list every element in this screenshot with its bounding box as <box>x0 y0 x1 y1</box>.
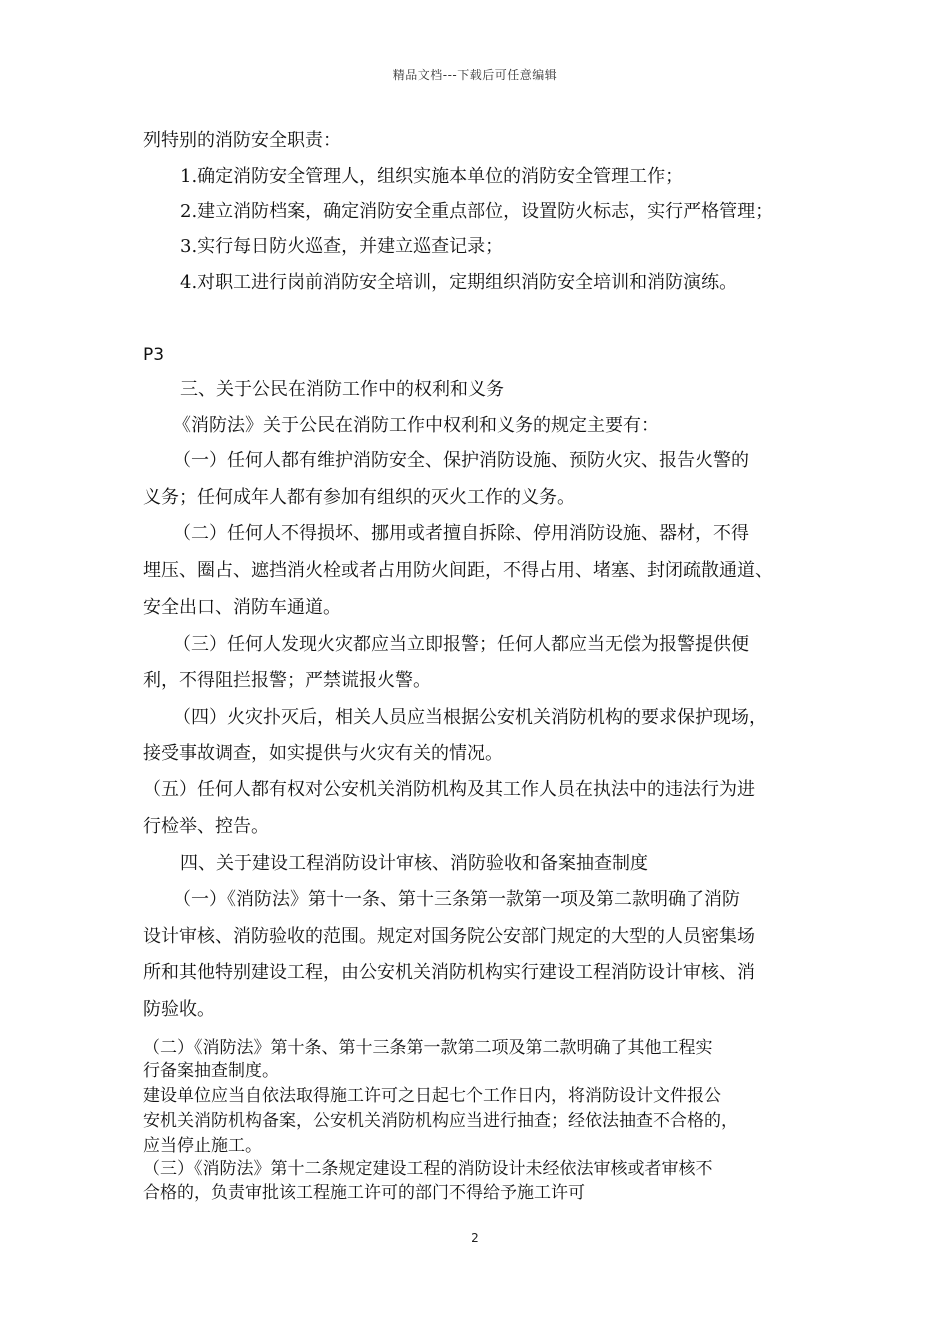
text-line: 建设单位应当自依法取得施工许可之日起七个工作日内，将消防设计文件报公 <box>143 1086 721 1106</box>
text-line: （三）《消防法》第十二条规定建设工程的消防设计未经依法审核或者审核不 <box>143 1159 713 1179</box>
text-line: 应当停止施工。 <box>143 1136 262 1156</box>
page-header: 精品文档---下载后可任意编辑 <box>392 68 558 82</box>
text-line: 设计审核、消防验收的范围。规定对国务院公安部门规定的大型的人员密集场 <box>143 926 755 947</box>
text-line: 埋压、圈占、遮挡消火栓或者占用防火间距，不得占用、堵塞、封闭疏散通道、 <box>143 560 773 581</box>
text-line: 行备案抽查制度。 <box>143 1061 279 1081</box>
text-line: 所和其他特别建设工程，由公安机关消防机构实行建设工程消防设计审核、消 <box>143 962 755 983</box>
text-line: 安机关消防机构备案，公安机关消防机构应当进行抽查；经依法抽查不合格的， <box>143 1111 738 1131</box>
list-item: 3.实行每日防火巡查，并建立巡查记录； <box>180 236 504 257</box>
page-number: 2 <box>471 1231 479 1245</box>
section-heading: 四、关于建设工程消防设计审核、消防验收和备案抽查制度 <box>180 853 648 874</box>
text-line: （三）任何人发现火灾都应当立即报警；任何人都应当无偿为报警提供便 <box>173 634 749 655</box>
text-line: （二）任何人不得损坏、挪用或者擅自拆除、停用消防设施、器材，不得 <box>173 523 749 544</box>
section-heading: 三、关于公民在消防工作中的权利和义务 <box>180 379 504 400</box>
text-line: 义务；任何成年人都有参加有组织的灭火工作的义务。 <box>143 487 575 508</box>
list-item: 1.确定消防安全管理人，组织实施本单位的消防安全管理工作； <box>180 166 684 187</box>
text-line: 列特别的消防安全职责： <box>143 130 341 151</box>
text-line: 防验收。 <box>143 999 215 1020</box>
list-item: 4.对职工进行岗前消防安全培训，定期组织消防安全培训和消防演练。 <box>180 272 738 293</box>
list-item: 2.建立消防档案，确定消防安全重点部位，设置防火标志，实行严格管理； <box>180 201 774 222</box>
text-line: 合格的，负责审批该工程施工许可的部门不得给予施工许可 <box>143 1183 585 1203</box>
text-line: 利，不得阻拦报警；严禁谎报火警。 <box>143 670 431 691</box>
text-line: （四）火灾扑灭后，相关人员应当根据公安机关消防机构的要求保护现场， <box>173 707 767 728</box>
text-line: 《消防法》关于公民在消防工作中权利和义务的规定主要有： <box>173 415 659 436</box>
text-line: 接受事故调查，如实提供与火灾有关的情况。 <box>143 743 503 764</box>
text-line: （二）《消防法》第十条、第十三条第一款第二项及第二款明确了其他工程实 <box>143 1038 713 1058</box>
text-line: （一）《消防法》第十一条、第十三条第一款第一项及第二款明确了消防 <box>173 889 740 910</box>
text-line: 安全出口、消防车通道。 <box>143 597 341 618</box>
text-line: （一）任何人都有维护消防安全、保护消防设施、预防火灾、报告火警的 <box>173 450 749 471</box>
page-marker: P3 <box>143 345 165 365</box>
text-line: （五）任何人都有权对公安机关消防机构及其工作人员在执法中的违法行为进 <box>143 779 755 800</box>
text-line: 行检举、控告。 <box>143 816 269 837</box>
